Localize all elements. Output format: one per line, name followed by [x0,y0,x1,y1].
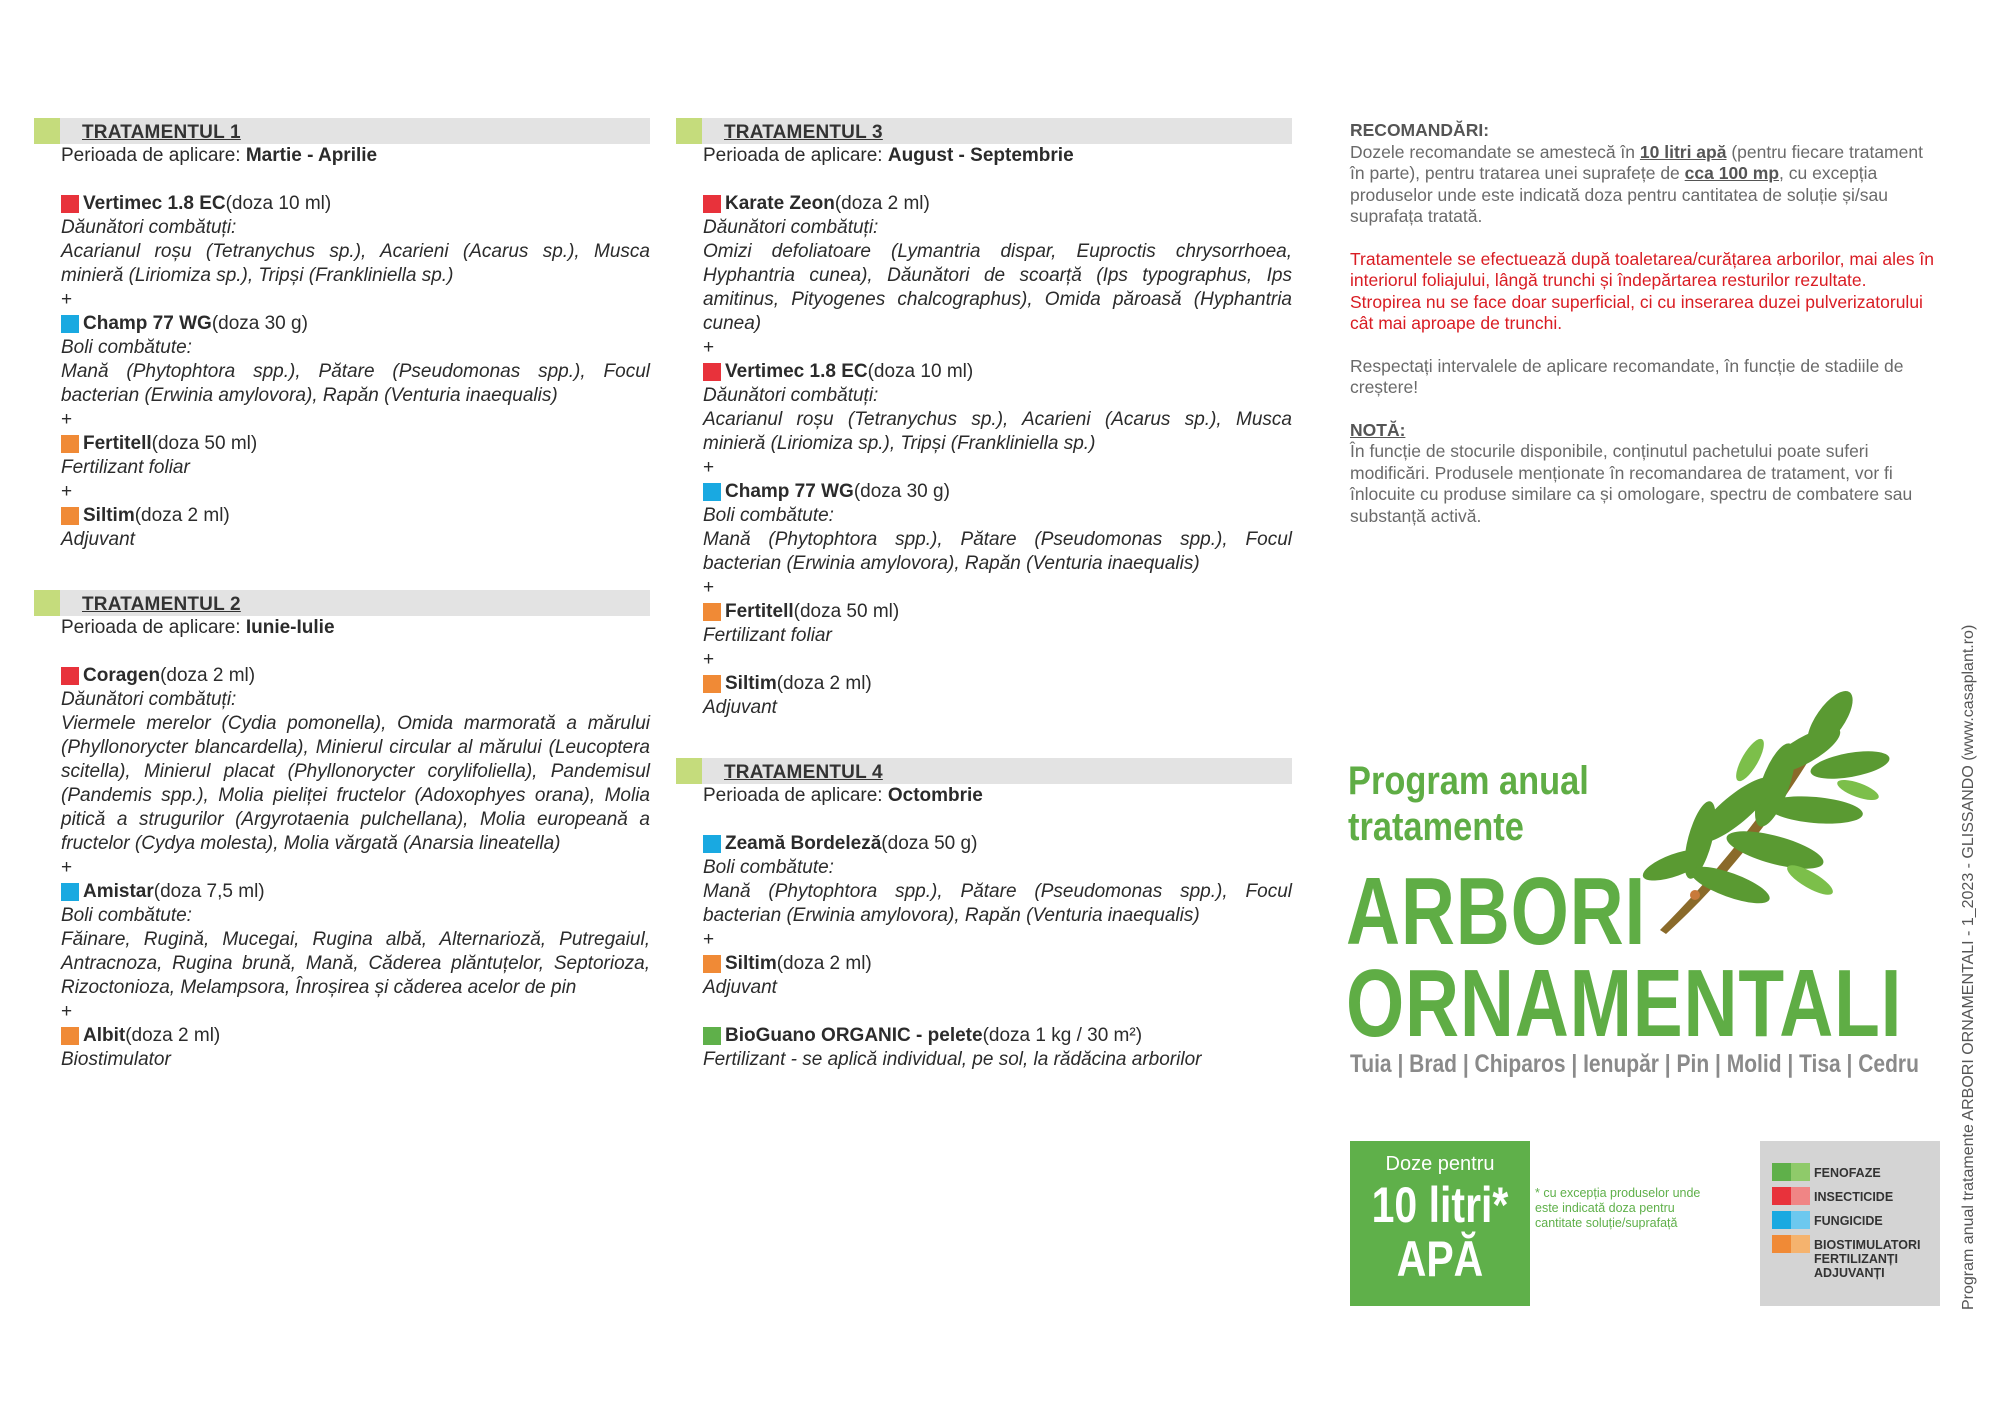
treatment-3: TRATAMENTUL 3 Perioada de aplicare: August - Septembrie Karate Zeon (doza 2 ml) Dăunători combătuți: Omizi defoliatoare (Lymantria dispar, Euproctis chrysorrhoea, Hyphantria cunea), Dăunători de scoarță (Ips typographus, Ips amitinus, Pityogenes chalcographus), Omida păroasă (Hyphantria cunea) + Vertimec 1.8 EC (doza 10 ml) Dăunători combătuți: Acarianul roșu (Tetranychus sp.), Acarieni (Acarus sp.), Musca minieră (Liriomiza sp.), Tripși (Frankliniella sp.) + Champ 77 WG (doza 30 g) Boli combătute: Mană (Phytophtora spp.), Pătare (Pseudomonas spp.), Focul bacterian (Erwinia amylovora), Rapăn (Venturia inaequalis) + Fertitell (doza 50 ml) Fertilizant foliar + Siltim (doza 2 ml) Adjuvant [676,118,1292,720]
period: Perioada de aplicare: Martie - Aprilie [61,145,378,166]
product: Fertitell (doza 50 ml) [61,432,650,456]
legend-item: FUNGICIDE [1772,1211,1883,1229]
legend-item: BIOSTIMULATORI FERTILIZANȚI ADJUVANȚI [1772,1235,1934,1280]
product: Vertimec 1.8 EC (doza 10 ml) [703,360,1292,384]
product: BioGuano ORGANIC - pelete (doza 1 kg / 30 m²) [703,1024,1292,1048]
product: Vertimec 1.8 EC (doza 10 ml) [61,192,650,216]
product: Coragen (doza 2 ml) [61,664,650,688]
color-legend [1760,1141,1940,1306]
legend-item: FENOFAZE [1772,1163,1881,1181]
species-list: Tuia | Brad | Chiparos | Ienupăr | Pin | Molid | Tisa | Cedru [1350,1050,1919,1078]
treatment-header: TRATAMENTUL 3 [676,118,1292,144]
product: Champ 77 WG (doza 30 g) [61,312,650,336]
main-title: ARBORI ORNAMENTALI [1346,858,1903,1057]
product: Karate Zeon (doza 2 ml) [703,192,1292,216]
treatment-4: TRATAMENTUL 4 Perioada de aplicare: Octombrie Zeamă Bordeleză (doza 50 g) Boli combătute: Mană (Phytophtora spp.), Pătare (Pseudomonas spp.), Focul bacterian (Erwinia amylovora), Rapăn (Venturia inaequalis) + Siltim (doza 2 ml) Adjuvant BioGuano ORGANIC - pelete (doza 1 kg / 30 m²) Fertilizant - se aplică individual, pe sol, la rădăcina arborilor [676,758,1292,1072]
side-credit: Program anual tratamente ARBORI ORNAMENTALI - 1_2023 - GLISSANDO (www.casaplant.ro) [1960,624,1977,1310]
column-middle [676,118,1292,1072]
period: Perioada de aplicare: Octombrie [703,785,983,806]
dose-footnote: * cu excepția produselor unde este indicată doza pentru cantitate soluție/suprafață [1535,1186,1701,1230]
product: Fertitell (doza 50 ml) [703,600,1292,624]
product: Champ 77 WG (doza 30 g) [703,480,1292,504]
period: Perioada de aplicare: August - Septembrie [703,145,1074,166]
product: Siltim (doza 2 ml) [703,672,1292,696]
product: Siltim (doza 2 ml) [703,952,1292,976]
program-title: Program anual tratamente [1348,759,1589,849]
product: Siltim (doza 2 ml) [61,504,650,528]
treatment-header: TRATAMENTUL 1 [34,118,650,144]
treatment-header: TRATAMENTUL 2 [34,590,650,616]
column-left [34,118,650,1072]
treatment-1: TRATAMENTUL 1 Perioada de aplicare: Martie - Aprilie Vertimec 1.8 EC (doza 10 ml) Dăunători combătuți: Acarianul roșu (Tetranychus sp.), Acarieni (Acarus sp.), Musca minieră (Liriomiza sp.), Tripși (Frankliniella sp.) + Champ 77 WG (doza 30 g) Boli combătute: Mană (Phytophtora spp.), Pătare (Pseudomonas spp.), Focul bacterian (Erwinia amylovora), Rapăn (Venturia inaequalis) + Fertitell (doza 50 ml) Fertilizant foliar + Siltim (doza 2 ml) Adjuvant [34,118,650,552]
product: Albit (doza 2 ml) [61,1024,650,1048]
product: Zeamă Bordeleză (doza 50 g) [703,832,1292,856]
recommendations: RECOMANDĂRI: Dozele recomandate se amestecă în 10 litri apă (pentru fiecare tratament în parte), pentru tratarea unei suprafețe de cca 100 mp, cu excepția produselor unde este indicată doza pentru cantitatea de soluție și/sau suprafața tratată. Tratamentele se efectuează după toaletarea/curățarea arborilor, mai ales în interiorul foliajului, lângă trunchi și îndepărtarea resturilor rezultate. Stropirea nu se face doar superficial, ci cu inserarea duzei pulverizatorului cât mai aproape de trunchi. Respectați intervalele de aplicare recomandate, în funcție de stadiile de creștere! NOTĂ: În funcție de stocurile disponibile, conținutul pachetului poate suferi modificări. Produsele menționate în recomandarea de tratament, vor fi înlocuite cu produse similare ca și omologare, spectru de combatere sau substanță activă. [1350,120,1938,527]
legend-item: INSECTICIDE [1772,1187,1893,1205]
rec-paragraph: Dozele recomandate se amestecă în 10 litri apă (pentru fiecare tratament în parte), pentru tratarea unei suprafețe de cca 100 mp, cu excepția produselor unde este indicată doza pentru cantitatea de soluție și/sau suprafața tratată. [1350,141,1923,226]
treatment-header: TRATAMENTUL 4 [676,758,1292,784]
dose-badge: Doze pentru 10 litri* APĂ [1350,1141,1530,1306]
product: Amistar (doza 7,5 ml) [61,880,650,904]
period: Perioada de aplicare: Iunie-Iulie [61,617,335,638]
treatment-2: TRATAMENTUL 2 Perioada de aplicare: Iunie-Iulie Coragen (doza 2 ml) Dăunători combătuți: Viermele merelor (Cydia pomonella), Omida marmorată a mărului (Phyllonorycter blancardella), Minierul circular al mărului (Leucoptera scitella), Minierul placat (Phyllonorycter corylifoliella), Pandemisul (Pandemis spp.), Molia pieliței fructelor (Adoxophyes orana), Molia pitică a strugurilor (Argyrotaenia pulchellana), Molia europeană a fructelor (Cydya molesta), Molia vărgată (Anarsia lineatella) + Amistar (doza 7,5 ml) Boli combătute: Făinare, Rugină, Mucegai, Rugina albă, Alternarioză, Putregaiul, Antracnoza, Rugina brună, Mană, Căderea plăntuțelor, Septorioza, Rizoctonioza, Melampsora, Înroșirea și căderea acelor de pin + Albit (doza 2 ml) Biostimulator [34,590,650,1072]
